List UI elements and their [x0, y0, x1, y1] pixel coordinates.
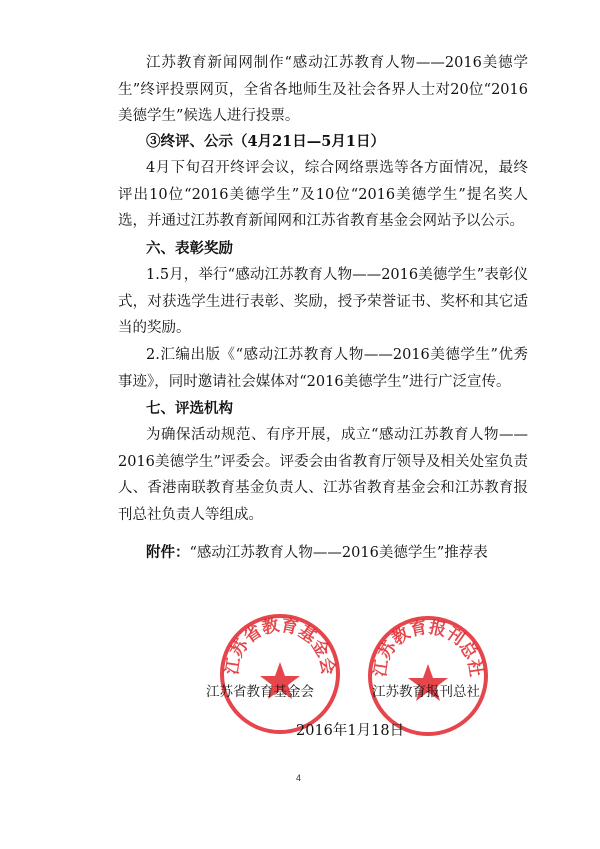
signer-foundation: 江苏省教育基金会 [206, 684, 314, 700]
seal-jiangsu-education-foundation [218, 612, 342, 736]
seal2-text: 江苏教育报刊总社 [370, 617, 486, 679]
paragraph-final-review: 4月下旬召开终评会议，综合网络票选等各方面情况，最终评出10位“2016美德学生”及10位“2016美德学生”提名奖人选，并通过江苏教育新闻网和江苏省教育基金会网站予以公示。 [118, 160, 528, 229]
heading-awards: 六、表彰奖励 [146, 240, 233, 257]
attachment-label: 附件： [146, 544, 190, 561]
attachment-line [146, 541, 488, 562]
issue-date: 2016年1月18日 [296, 723, 405, 739]
paragraph-publication: 2.汇编出版《“感动江苏教育人物——2016美德学生”优秀事迹》，同时邀请社会媒体对“2016美德学生”进行广泛宣传。 [118, 347, 528, 390]
heading-committee: 七、评选机构 [146, 400, 233, 417]
seal1-text: 江苏省教育基金会 [222, 615, 338, 677]
paragraph-voting: 江苏教育新闻网制作“感动江苏教育人物——2016美德学生”终评投票网页，全省各地师生及社会各界人士对20位“2016美德学生”候选人进行投票。 [118, 55, 528, 124]
heading-final-review: ③终评、公示（4月21日—5月1日） [146, 133, 385, 150]
signer-press: 江苏教育报刊总社 [372, 684, 480, 700]
paragraph-committee: 为确保活动规范、有序开展，成立“感动江苏教育人物——2016美德学生”评委会。评委会由省教育厅领导及相关处室负责人、香港南联教育基金负责人、江苏省教育基金会和江苏教育报刊总社负责人等组成。 [118, 427, 528, 523]
page-number: 4 [296, 773, 302, 783]
attachment-text: “感动江苏教育人物——2016美德学生”推荐表 [189, 545, 488, 561]
paragraph-awards-ceremony: 1.5月，举行“感动江苏教育人物——2016美德学生”表彰仪式，对获选学生进行表彰、奖励，授予荣誉证书、奖杯和其它适当的奖励。 [118, 267, 528, 336]
